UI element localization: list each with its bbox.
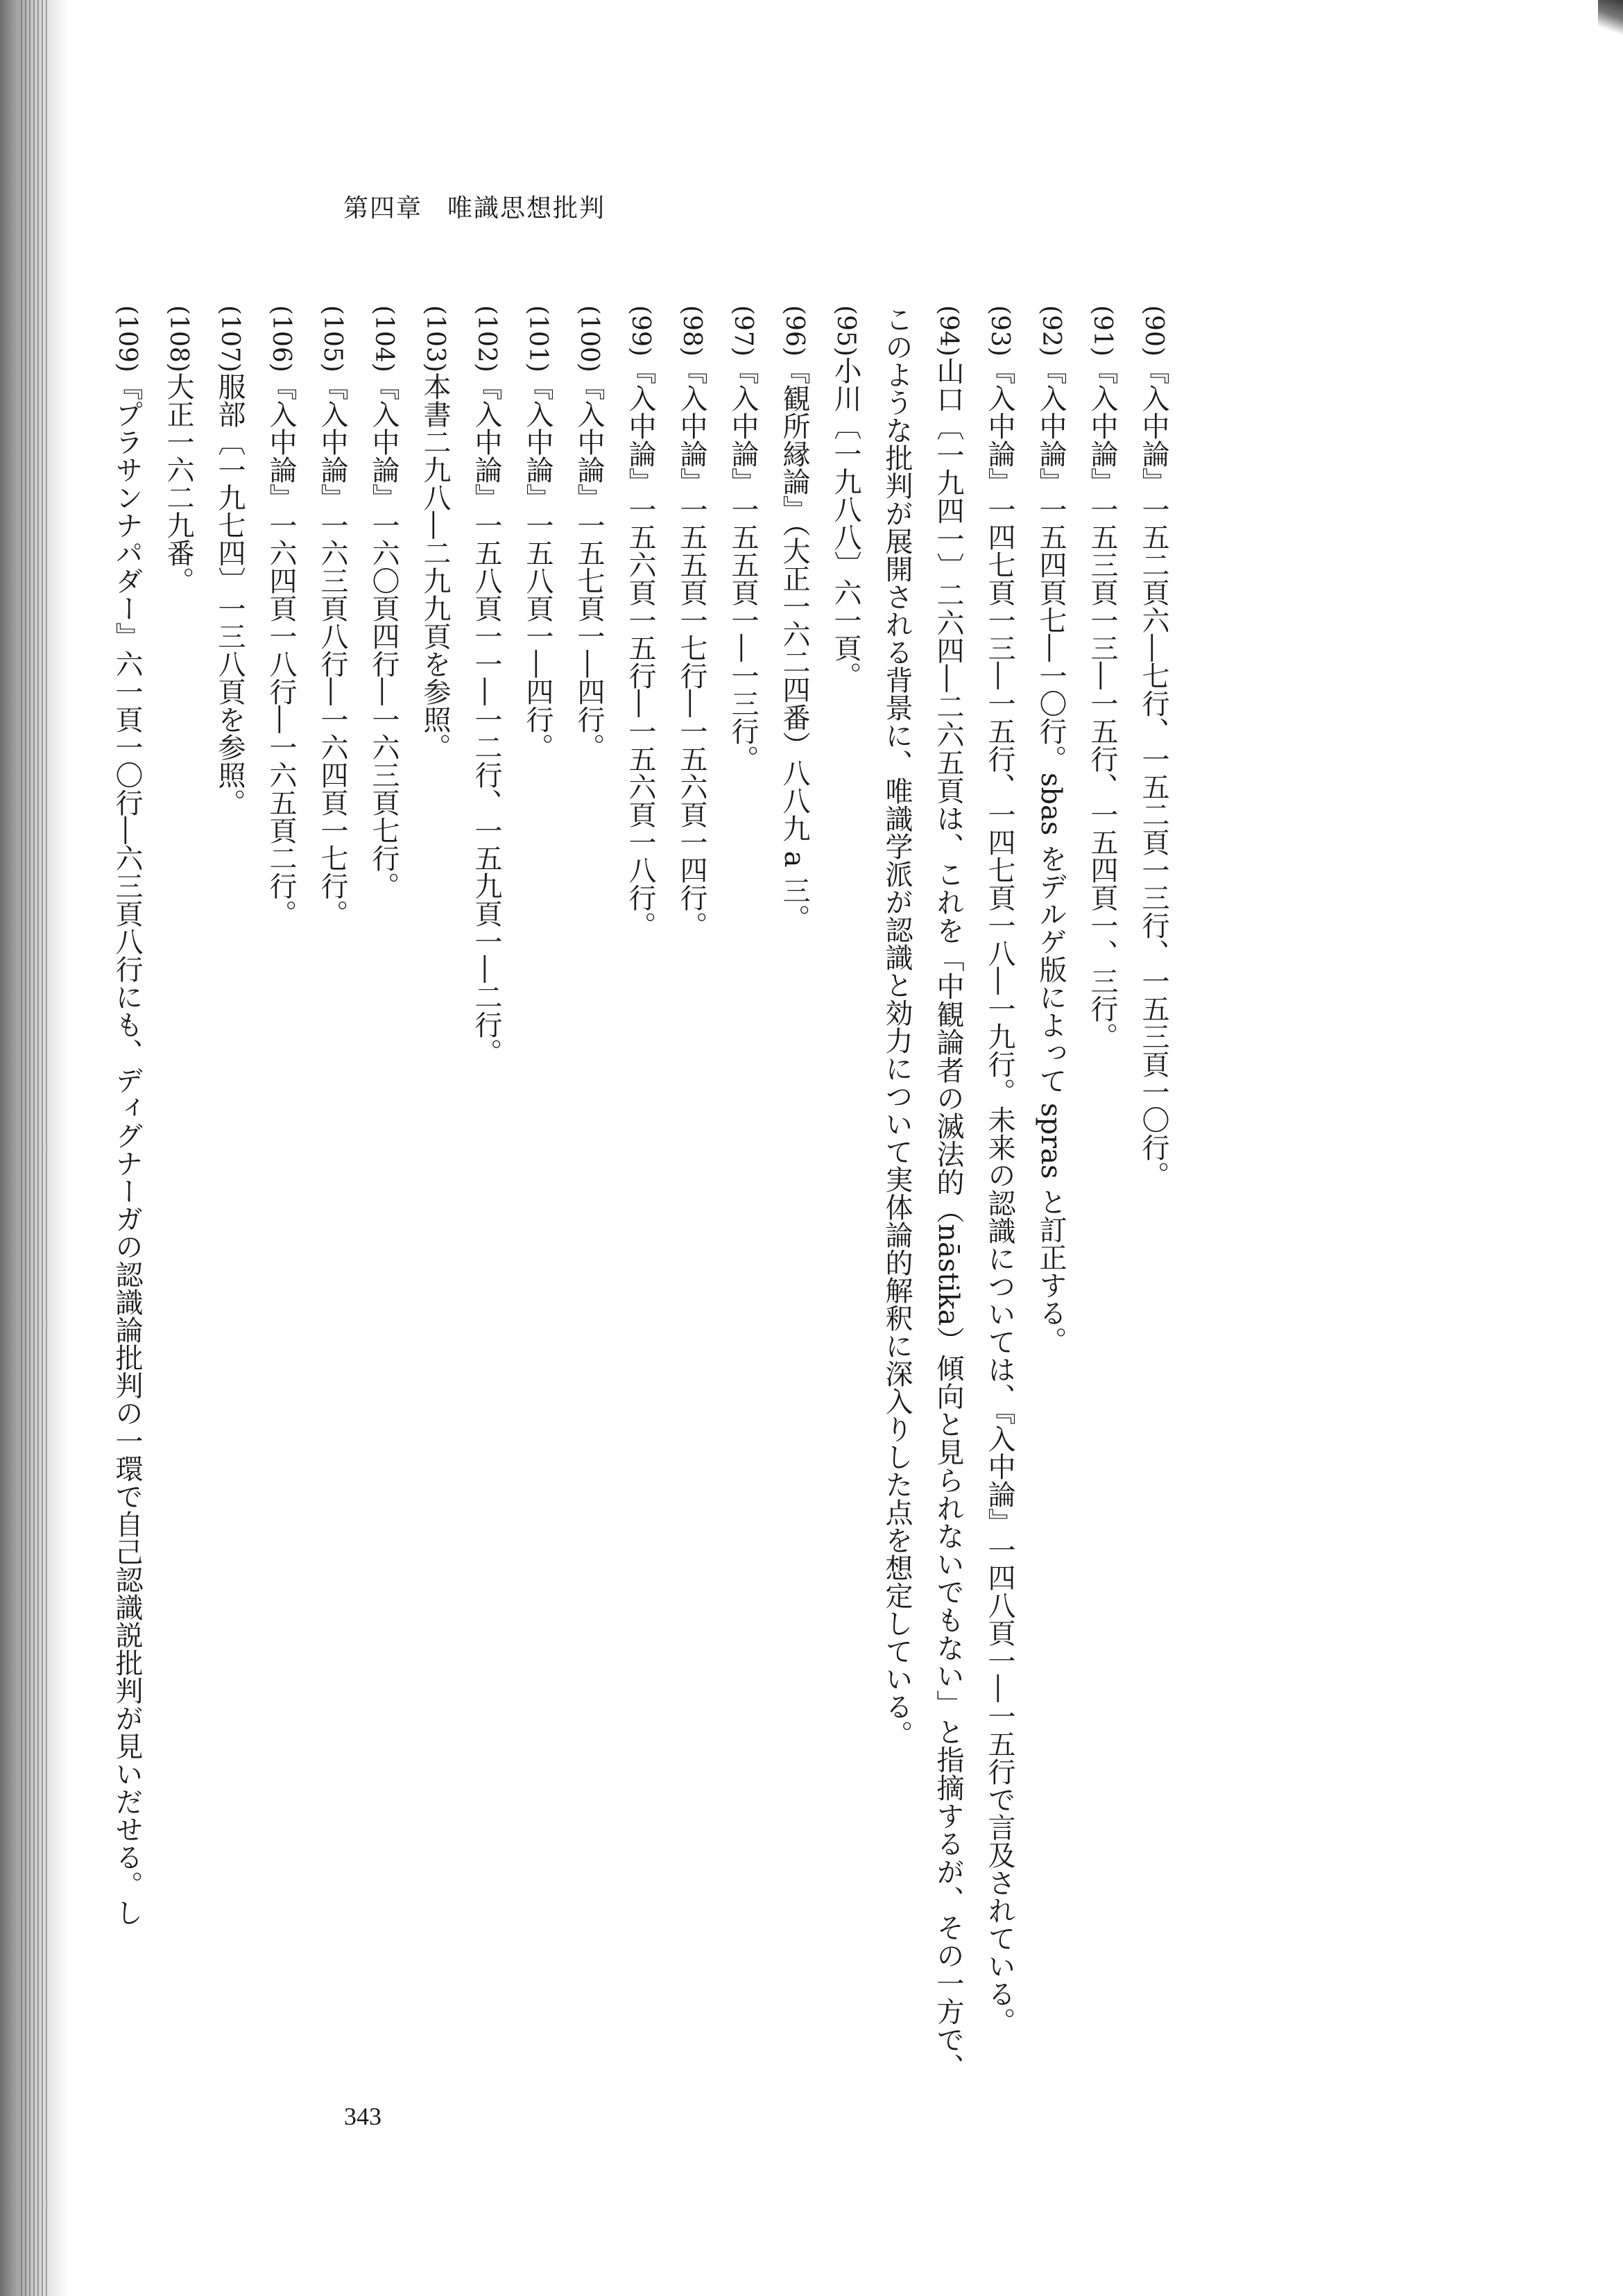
endnote-text: 『入中論』一四七頁一三―一五行、一四七頁一八―一九行。未来の認識については、『入中論』一四八頁一―一五行で言及されている。 — [984, 356, 1015, 2035]
binding-edge-lines — [21, 0, 49, 2296]
endnote — [1076, 305, 1128, 2081]
endnote-text: 『入中論』一五五頁一七行―一五六頁一四行。 — [676, 356, 707, 939]
endnote-text: 服部〔一九七四〕一三八頁を参照。 — [214, 372, 246, 816]
endnote-number: (94) — [934, 305, 963, 357]
endnote — [615, 305, 666, 2081]
endnote-number: (109) — [113, 305, 141, 372]
endnotes-block — [111, 305, 1179, 2081]
endnote-number: (91) — [1088, 305, 1117, 357]
endnote-number: (108) — [164, 305, 193, 372]
endnote-text: 小川〔一九八八〕六一頁。 — [830, 356, 861, 689]
running-head — [343, 189, 606, 224]
endnote-number: (104) — [370, 305, 398, 372]
endnote-number: (106) — [267, 305, 295, 372]
endnote-text: 大正一六二九番。 — [162, 372, 194, 594]
endnote — [871, 305, 974, 2081]
endnote-text: 『入中論』一六〇頁四行―一六三頁七行。 — [368, 372, 400, 900]
endnote-text: 『入中論』一五五頁一―一三行。 — [727, 356, 759, 773]
endnote-text: 本書二九八―二九九頁を参照。 — [419, 372, 451, 761]
endnote-number: (92) — [1037, 305, 1065, 357]
endnote-number: (96) — [780, 305, 809, 357]
endnote-number: (101) — [524, 305, 552, 372]
endnote-number: (100) — [575, 305, 603, 372]
endnote-number: (103) — [421, 305, 449, 372]
endnote — [974, 305, 1025, 2081]
running-head-title: 唯識思想批判 — [447, 194, 606, 223]
endnote-text: 『入中論』一六四頁一八行―一六五頁二行。 — [265, 372, 297, 927]
endnote-number: (102) — [472, 305, 501, 372]
endnote-number: (93) — [986, 305, 1014, 357]
endnote — [101, 305, 153, 2081]
endnote — [307, 305, 358, 2081]
page-number: 343 — [344, 2102, 381, 2130]
endnote — [255, 305, 307, 2081]
endnote-number: (97) — [729, 305, 757, 357]
running-head-chapter: 第四章 — [343, 194, 423, 223]
endnote-text: 『入中論』一五四頁七―一〇行。sbas をデルゲ版によって spras と訂正する。 — [1035, 356, 1067, 1355]
endnote — [358, 305, 409, 2081]
endnote-text: 『プラサンナパダー』六一頁一〇行―六三頁八行にも、ディグナーガの認識論批判の一環で自己認識説批判が見いだせる。し — [111, 372, 143, 1926]
endnote-number: (99) — [626, 305, 655, 357]
endnote-number: (98) — [678, 305, 706, 357]
endnote-number: (90) — [1140, 305, 1168, 357]
endnote-number: (95) — [832, 305, 860, 357]
endnote-text: 『入中論』一六三頁八行―一六四頁一七行。 — [316, 372, 348, 927]
endnote — [768, 305, 820, 2081]
endnote — [204, 305, 255, 2081]
endnote-text: 『入中論』一五八頁一―四行。 — [522, 372, 553, 761]
endnote-number: (105) — [318, 305, 347, 372]
endnote-text: 『入中論』一五二頁六―七行、一五二頁一三行、一五三頁一〇行。 — [1137, 356, 1169, 1189]
endnote — [153, 305, 204, 2081]
endnote-text: 山口〔一九四一〕二六四―二六五頁は、これを「中観論者の滅法的（nāstika）傾向と見られないでもない」と指摘するが、その一方で、このような批判が展開される背景に、唯識学派が認識と効力について実体論的解釈に深入りした点を想定している。 — [881, 305, 964, 2081]
endnote-number: (107) — [216, 305, 244, 372]
endnote-text: 『入中論』一五七頁一―四行。 — [573, 372, 605, 761]
endnote-text: 『観所縁論』（大正一六二四番）八八九 a 三。 — [778, 356, 810, 932]
endnote — [409, 305, 461, 2081]
endnote — [1128, 305, 1179, 2081]
endnote — [666, 305, 717, 2081]
endnote-text: 『入中論』一五三頁一三―一五行、一五四頁一、三行。 — [1086, 356, 1118, 1050]
endnote — [563, 305, 615, 2081]
endnote — [717, 305, 768, 2081]
scan-corner-mark — [1598, 0, 1623, 39]
endnote-text: 『入中論』一五六頁一五行―一五六頁一八行。 — [624, 356, 656, 939]
endnote — [820, 305, 871, 2081]
endnote-text: 『入中論』一五八頁一一―一二行、一五九頁一―二行。 — [470, 372, 502, 1066]
endnote — [1025, 305, 1076, 2081]
endnote — [512, 305, 563, 2081]
endnote — [461, 305, 512, 2081]
